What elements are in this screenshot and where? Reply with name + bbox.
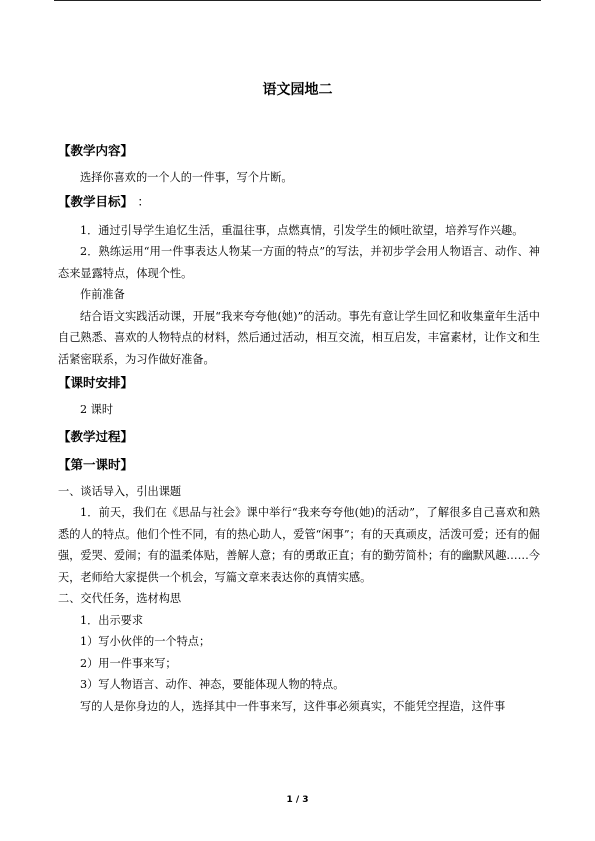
- goal-1: 1．通过引导学生追忆生活，重温往事，点燃真情，引发学生的倾吐欲望，培养写作兴趣。: [80, 223, 524, 237]
- step-2-heading: 二、交代任务，选材构思: [58, 592, 182, 605]
- section-heading-process: 【教学过程】: [58, 428, 134, 444]
- document-body: [58, 141, 540, 717]
- section-heading-goals: [58, 192, 540, 212]
- last-line: 写的人是你身边的人，选择其中一件事来写，这件事必须真实，不能凭空捏造，这件事: [80, 699, 506, 713]
- schedule-text: 2 课时: [80, 403, 114, 416]
- step-2-item-1: 1．出示要求: [80, 613, 144, 627]
- requirement-2: 2）用一件事来写；: [80, 656, 177, 670]
- page-title: 语文园地二: [262, 82, 333, 98]
- top-rule: [54, 0, 541, 1]
- step-1-text: 1．前天，我们在《思品与社会》课中举行“我来夸夸他(她)的活动”，了解很多自己喜欢和熟悉的人的特点。他们个性不同，有的热心助人，爱管“闲事”；有的天真顽皮，活泼可爱；还有的倔强，爱哭、爱闹；有的温柔体贴，善解人意；有的勇敢正直；有的勤劳简朴；有的幽默风趣……今天，老师给大家提供一个机会，写篇文章来表达你的真情实感。: [58, 506, 540, 584]
- step-1-heading: 一、谈话导入，引出课题: [58, 484, 182, 498]
- section-heading-schedule: 【课时安排】: [58, 375, 134, 390]
- section-heading-lesson1: 【第一课时】: [58, 456, 134, 472]
- goals-heading-colon: ：: [137, 193, 150, 209]
- requirement-1: 1）写小伙伴的一个特点；: [80, 635, 211, 648]
- requirement-3: 3）写人物语言、动作、神态，要能体现人物的特点。: [80, 678, 345, 691]
- prep-text: 结合语文实践活动课，开展“我来夸夸他(她)”的活动。事先有意让学生回忆和收集童年生活中自己熟悉、喜欢的人物特点的材料，然后通过活动，相互交流，相互启发，丰富素材，让作文和生活紧密联系，为习作做好准备。: [58, 309, 540, 366]
- content-text: 选择你喜欢的一个人的一件事，写个片断。: [80, 171, 293, 184]
- goal-2: 2．熟练运用“用一件事表达人物某一方面的特点”的写法，并初步学会用人物语言、动作、神态来显露特点，体现个性。: [58, 245, 540, 280]
- page-number: 1 / 3: [286, 795, 309, 805]
- section-heading-content: 【教学内容】: [58, 143, 134, 158]
- prep-heading: 作前准备: [80, 288, 125, 301]
- goals-heading-text: 【教学目标】: [58, 193, 134, 209]
